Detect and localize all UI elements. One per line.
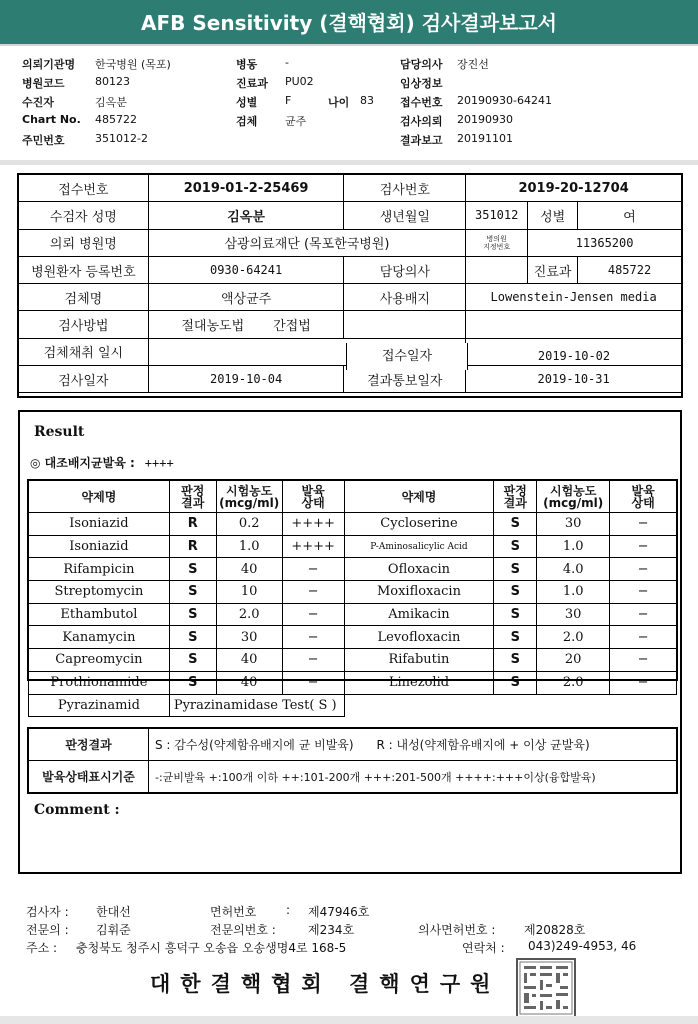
- resident-no-value: 351012-2: [95, 132, 148, 145]
- test-date-label: 검사일자: [19, 366, 149, 393]
- pza-empty: [344, 694, 676, 717]
- drug-result: R: [169, 513, 216, 536]
- drug-conc: 10: [216, 581, 282, 604]
- drug-name: Isoniazid: [29, 513, 170, 536]
- growth-header-left-1: 발육: [301, 483, 325, 498]
- dob-value: 351012: [466, 202, 528, 229]
- result-label: Result: [34, 424, 85, 440]
- growth-header-left-2: 상태: [301, 495, 325, 510]
- drug-conc: 1.0: [537, 581, 610, 604]
- header-divider: [0, 160, 698, 165]
- growth-header-right-1: 발육: [631, 483, 655, 498]
- table-row: [29, 581, 677, 604]
- chart-no-value: 485722: [95, 113, 137, 126]
- conc-header-left: [216, 481, 282, 513]
- drug-result: R: [169, 535, 216, 558]
- test-date-value: 2019-10-04: [148, 366, 344, 393]
- test-no-label: 검사번호: [344, 175, 466, 202]
- table-row: [29, 513, 677, 536]
- growth-criteria-label: 발육상태표시기준: [29, 761, 149, 793]
- institution-label: 의뢰기관명: [22, 58, 76, 71]
- collect-date-label: 검체채취 일시: [19, 338, 149, 365]
- drug-conc: 1.0: [537, 535, 610, 558]
- medium-value: Lowenstein-Jensen media: [466, 284, 682, 311]
- organization-name: 대한결핵협회 결핵연구원: [150, 971, 501, 996]
- receipt-no-label: 접수번호: [400, 96, 443, 109]
- drug-growth: −: [282, 558, 344, 581]
- license-value: 제47946호: [308, 905, 370, 919]
- specialist-no-label: 전문의번호 :: [210, 923, 276, 937]
- conc-header-left-1: 시험농도: [225, 483, 273, 498]
- result-section: [18, 410, 682, 874]
- method-label: 검사방법: [19, 311, 149, 338]
- specimen-label: 검체명: [19, 284, 149, 311]
- growth-header-right: [610, 481, 677, 513]
- judgement-s: S : 감수성(약제함유배지에 균 비발육): [155, 738, 354, 752]
- growth-criteria: -:균비발육 +:100개 이하 ++:101-200개 +++:201-500개 ++++:+++이상(융합발육): [149, 761, 677, 793]
- tester-label: 검사자 :: [26, 905, 69, 919]
- department-value: PU02: [285, 75, 314, 88]
- judgement-header-left-2: 결과: [181, 495, 205, 510]
- sex-label: 성별: [236, 96, 258, 109]
- specialist-value: 김휘준: [96, 923, 131, 937]
- drug-conc: 40: [216, 671, 282, 694]
- dob-label: 생년월일: [344, 202, 466, 229]
- sex-value: F: [285, 94, 292, 107]
- drug-conc: 0.2: [216, 513, 282, 536]
- drug-result: S: [494, 649, 537, 672]
- drug-result: S: [494, 558, 537, 581]
- drug-name: Capreomycin: [29, 649, 170, 672]
- bottom-bar: [0, 1016, 698, 1024]
- receipt-date-row: [346, 343, 682, 370]
- drug-conc: 4.0: [537, 558, 610, 581]
- conc-header-left-2: (mcg/ml): [219, 495, 280, 510]
- drug-result: S: [494, 535, 537, 558]
- designated-no-label-line1: 병의원: [486, 234, 507, 243]
- test-request-label: 검사의뢰: [400, 115, 443, 128]
- method-empty-cell-2: [466, 311, 682, 338]
- drug-name: Rifabutin: [344, 649, 494, 672]
- drug-result: S: [494, 603, 537, 626]
- drug-name: Ofloxacin: [344, 558, 494, 581]
- table-row: [29, 535, 677, 558]
- drug-result: S: [169, 603, 216, 626]
- doctor-value: [466, 256, 528, 283]
- drug-name: Prothionamide: [29, 671, 170, 694]
- drug-result: S: [494, 671, 537, 694]
- drug-header-right: 약제명: [344, 481, 494, 513]
- specimen-value: 균주: [285, 115, 307, 128]
- doctor-license-label: 의사면허번호 :: [418, 923, 496, 937]
- drug-name: P-Aminosalicylic Acid: [344, 535, 494, 558]
- drug-header-left: 약제명: [29, 481, 170, 513]
- doctor-label: 담당의사: [400, 58, 443, 71]
- ward-label: 병동: [236, 58, 258, 71]
- drug-susceptibility-table: [28, 480, 677, 717]
- drug-growth: −: [610, 626, 677, 649]
- report-header: [0, 50, 698, 166]
- conc-header-right-1: 시험농도: [549, 483, 597, 498]
- drug-growth: −: [282, 671, 344, 694]
- report-title: AFB Sensitivity (결핵협회) 검사결과보고서: [0, 0, 698, 46]
- pza-test: Pyrazinamidase Test( S ): [169, 694, 344, 717]
- growth-header-right-2: 상태: [631, 495, 655, 510]
- official-seal-stamp: [516, 958, 576, 1018]
- drug-growth: −: [282, 581, 344, 604]
- method-value: [148, 311, 344, 338]
- drug-name: Cycloserine: [344, 513, 494, 536]
- judgement-header-left: [169, 481, 216, 513]
- judgement-values: [149, 729, 677, 761]
- judgement-header-right-2: 결과: [503, 495, 527, 510]
- receipt-no-value: 20190930-64241: [457, 94, 552, 107]
- drug-growth: −: [282, 626, 344, 649]
- address-label: 주소 :: [26, 941, 58, 955]
- recipient-value: 김옥분: [95, 96, 127, 109]
- contact-value: 043)249-4953, 46: [528, 939, 637, 953]
- drug-conc: 2.0: [537, 671, 610, 694]
- pza-drug-name: Pyrazinamid: [29, 694, 170, 717]
- drug-name: Streptomycin: [29, 581, 170, 604]
- method-value-2: 간접법: [273, 319, 311, 335]
- specialist-label: 전문의 :: [26, 923, 69, 937]
- drug-growth: −: [610, 649, 677, 672]
- contact-label: 연락처 :: [462, 941, 505, 955]
- judgement-label: 판정결과: [29, 729, 149, 761]
- drug-conc: 30: [537, 603, 610, 626]
- drug-growth: ++++: [282, 535, 344, 558]
- judgement-header-right-1: 판정: [503, 483, 527, 498]
- drug-growth: −: [610, 603, 677, 626]
- drug-growth: −: [282, 603, 344, 626]
- drug-growth: −: [610, 535, 677, 558]
- designated-no-label: [466, 229, 528, 256]
- age-label: 나이: [328, 96, 350, 109]
- drug-conc: 30: [537, 513, 610, 536]
- judgement-header-left-1: 판정: [181, 483, 205, 498]
- drug-conc: 2.0: [537, 626, 610, 649]
- drug-result: S: [169, 581, 216, 604]
- table-row: [29, 649, 677, 672]
- department-label: 진료과: [236, 77, 268, 90]
- drug-conc: 40: [216, 649, 282, 672]
- drug-conc: 2.0: [216, 603, 282, 626]
- designated-no-label-line2: 지정번호: [483, 242, 511, 251]
- patient-reg-label: 병원환자 등록번호: [19, 256, 149, 283]
- judgement-r: R : 내성(약제함유배지에 + 이상 균발육): [376, 738, 590, 752]
- drug-name: Isoniazid: [29, 535, 170, 558]
- drug-conc: 30: [216, 626, 282, 649]
- receipt-no-value: 2019-01-2-25469: [148, 175, 344, 202]
- drug-growth: −: [610, 513, 677, 536]
- department-label: 진료과: [528, 256, 578, 283]
- receipt-no-label: 접수번호: [19, 175, 149, 202]
- drug-conc: 40: [216, 558, 282, 581]
- drug-name: Linezolid: [344, 671, 494, 694]
- doctor-value: 장진선: [457, 58, 489, 71]
- drug-name: Amikacin: [344, 603, 494, 626]
- address-value: 충청북도 청주시 흥덕구 오송읍 오송생명4로 168-5: [76, 941, 347, 955]
- license-sep: :: [286, 903, 291, 917]
- specimen-label: 검체: [236, 115, 258, 128]
- hospital-code-label: 병원코드: [22, 77, 65, 90]
- specimen-value: 액상균주: [148, 284, 344, 311]
- result-report-value: 20191101: [457, 132, 513, 145]
- table-row: [29, 603, 677, 626]
- drug-name: Ethambutol: [29, 603, 170, 626]
- specialist-no-value: 제234호: [308, 923, 355, 937]
- clinical-info-label: 임상정보: [400, 77, 443, 90]
- test-no-value: 2019-20-12704: [466, 175, 682, 202]
- conc-header-right-2: (mcg/ml): [543, 495, 604, 510]
- drug-growth: −: [610, 671, 677, 694]
- notify-date-label: 결과통보일자: [344, 366, 466, 393]
- sex-label: 성별: [528, 202, 578, 229]
- receipt-date-label: 접수일자: [346, 343, 468, 370]
- drug-result: S: [169, 558, 216, 581]
- test-request-value: 20190930: [457, 113, 513, 126]
- drug-result: S: [169, 671, 216, 694]
- age-value: 83: [360, 94, 374, 107]
- chart-no-label: Chart No.: [22, 113, 81, 126]
- method-empty-cell: [344, 311, 466, 338]
- method-value-1: 절대농도법: [181, 319, 245, 335]
- ward-value: -: [285, 56, 289, 69]
- drug-name: Kanamycin: [29, 626, 170, 649]
- table-row: [29, 671, 677, 694]
- name-label: 수검자 성명: [19, 202, 149, 229]
- hospital-value: 삼광의료재단 (목포한국병원): [148, 229, 465, 256]
- table-row: [29, 558, 677, 581]
- drug-conc: 20: [537, 649, 610, 672]
- drug-name: Moxifloxacin: [344, 581, 494, 604]
- table-row: [29, 626, 677, 649]
- designated-no-value: 11365200: [528, 229, 682, 256]
- drug-growth: −: [610, 558, 677, 581]
- tester-value: 한대선: [96, 905, 131, 919]
- result-report-label: 결과보고: [400, 134, 443, 147]
- judgement-header-right: [494, 481, 537, 513]
- drug-result: S: [494, 513, 537, 536]
- drug-result: S: [494, 581, 537, 604]
- sex-value: 여: [578, 202, 682, 229]
- control-growth-label: ◎ 대조배지균발육 :: [30, 456, 135, 470]
- drug-conc: 1.0: [216, 535, 282, 558]
- drug-result: S: [494, 626, 537, 649]
- resident-no-label: 주민번호: [22, 134, 65, 147]
- drug-name: Rifampicin: [29, 558, 170, 581]
- table-row-pza: [29, 694, 677, 717]
- drug-growth: ++++: [282, 513, 344, 536]
- hospital-label: 의뢰 병원명: [19, 229, 149, 256]
- conc-header-right: [537, 481, 610, 513]
- control-growth: [30, 454, 174, 471]
- comment-label: Comment :: [34, 802, 120, 818]
- doctor-license-value: 제20828호: [524, 923, 586, 937]
- drug-result: S: [169, 649, 216, 672]
- growth-header-left: [282, 481, 344, 513]
- control-growth-value: ++++: [144, 456, 174, 470]
- drug-result: S: [169, 626, 216, 649]
- license-label: 면허번호: [210, 905, 257, 919]
- legend-table: [28, 728, 677, 793]
- medium-label: 사용배지: [344, 284, 466, 311]
- department-value: 485722: [578, 256, 682, 283]
- doctor-label: 담당의사: [344, 256, 466, 283]
- drug-growth: −: [282, 649, 344, 672]
- hospital-code-value: 80123: [95, 75, 130, 88]
- recipient-label: 수진자: [22, 96, 54, 109]
- institution-value: 한국병원 (목포): [95, 58, 171, 71]
- drug-growth: −: [610, 581, 677, 604]
- drug-name: Levofloxacin: [344, 626, 494, 649]
- name-value: 김옥분: [148, 202, 344, 229]
- notify-date-value: 2019-10-31: [466, 366, 682, 393]
- receipt-date-value: 2019-10-02: [537, 349, 611, 363]
- patient-reg-value: 0930-64241: [148, 256, 344, 283]
